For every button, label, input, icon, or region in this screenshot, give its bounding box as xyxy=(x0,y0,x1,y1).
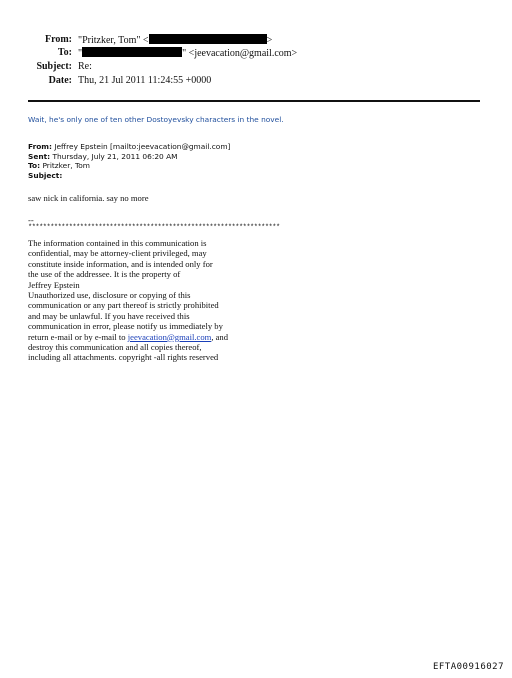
signature-separator: -- xyxy=(28,215,34,225)
disclaimer-line: confidential, may be attorney-client privileged, may xyxy=(28,248,207,259)
header-to-label: To: xyxy=(57,47,72,58)
header-divider xyxy=(28,100,480,102)
original-to-row xyxy=(28,161,90,171)
disclaimer-line: communication in error, please notify us immediately by xyxy=(28,321,223,332)
disclaimer-line: the use of the addressee. It is the property of xyxy=(28,269,181,280)
disclaimer-line: constitute inside information, and is intended only for xyxy=(28,258,213,269)
disclaimer-line: Unauthorized use, disclosure or copying of this xyxy=(28,290,191,301)
disclaimer-line: including all attachments. copyright -all rights reserved xyxy=(28,352,219,363)
header-date-row xyxy=(0,75,512,87)
header-from-label: From: xyxy=(44,34,72,45)
original-subject-label: Subject: xyxy=(28,170,63,180)
disclaimer-line: communication or any part thereof is strictly prohibited xyxy=(28,300,219,311)
original-from-label: From: xyxy=(28,142,52,151)
original-to-label: To: xyxy=(28,161,41,170)
original-sent-value: Thursday, July 21, 2011 06:20 AM xyxy=(52,151,178,161)
header-from-value: "Pritzker, Tom" < xyxy=(78,35,149,46)
disclaimer-line xyxy=(28,332,228,342)
header-from-close: > xyxy=(266,35,273,46)
disclaimer-line: The information contained in this communication is xyxy=(28,238,207,248)
original-sent-label: Sent: xyxy=(28,151,51,161)
header-date-label: Date: xyxy=(48,75,72,86)
original-to-value: Pritzker, Tom xyxy=(42,161,90,170)
disclaimer-line: and may be unlawful. If you have received this xyxy=(28,310,190,321)
header-to-open: " xyxy=(78,48,83,59)
original-subject-row xyxy=(28,171,62,181)
header-to-row xyxy=(0,47,512,59)
email-link[interactable]: jeevacation@gmail.com xyxy=(127,331,212,342)
disclaimer-link-post: , and xyxy=(211,331,229,342)
redaction-block xyxy=(149,34,267,44)
header-subject-value: Re: xyxy=(78,61,92,72)
disclaimer-line: destroy this communication and all copies thereof, xyxy=(28,342,202,353)
original-sent-row xyxy=(28,152,178,162)
disclaimer-line: Jeffrey Epstein xyxy=(28,279,80,290)
reply-text: Wait, he's only one of ten other Dostoyevsky characters in the novel. xyxy=(28,115,284,124)
header-subject-row xyxy=(0,61,512,73)
original-from-row xyxy=(28,142,230,152)
bates-number: EFTA00916027 xyxy=(432,662,504,672)
message-body: saw nick in california. say no more xyxy=(28,193,149,203)
disclaimer xyxy=(28,238,228,363)
header-date-value: Thu, 21 Jul 2011 11:24:55 +0000 xyxy=(78,75,212,86)
header-from-row xyxy=(0,34,512,46)
disclaimer-link-pre: return e-mail or by e-mail to xyxy=(28,331,128,342)
header-to-value: " <jeevacation@gmail.com> xyxy=(182,48,298,59)
header-subject-label: Subject: xyxy=(36,61,72,72)
redaction-block xyxy=(82,47,182,57)
original-from-value: Jeffrey Epstein [mailto:jeevacation@gmail.com] xyxy=(54,142,231,151)
disclaimer-stars: ******************************************************************** xyxy=(28,224,280,232)
